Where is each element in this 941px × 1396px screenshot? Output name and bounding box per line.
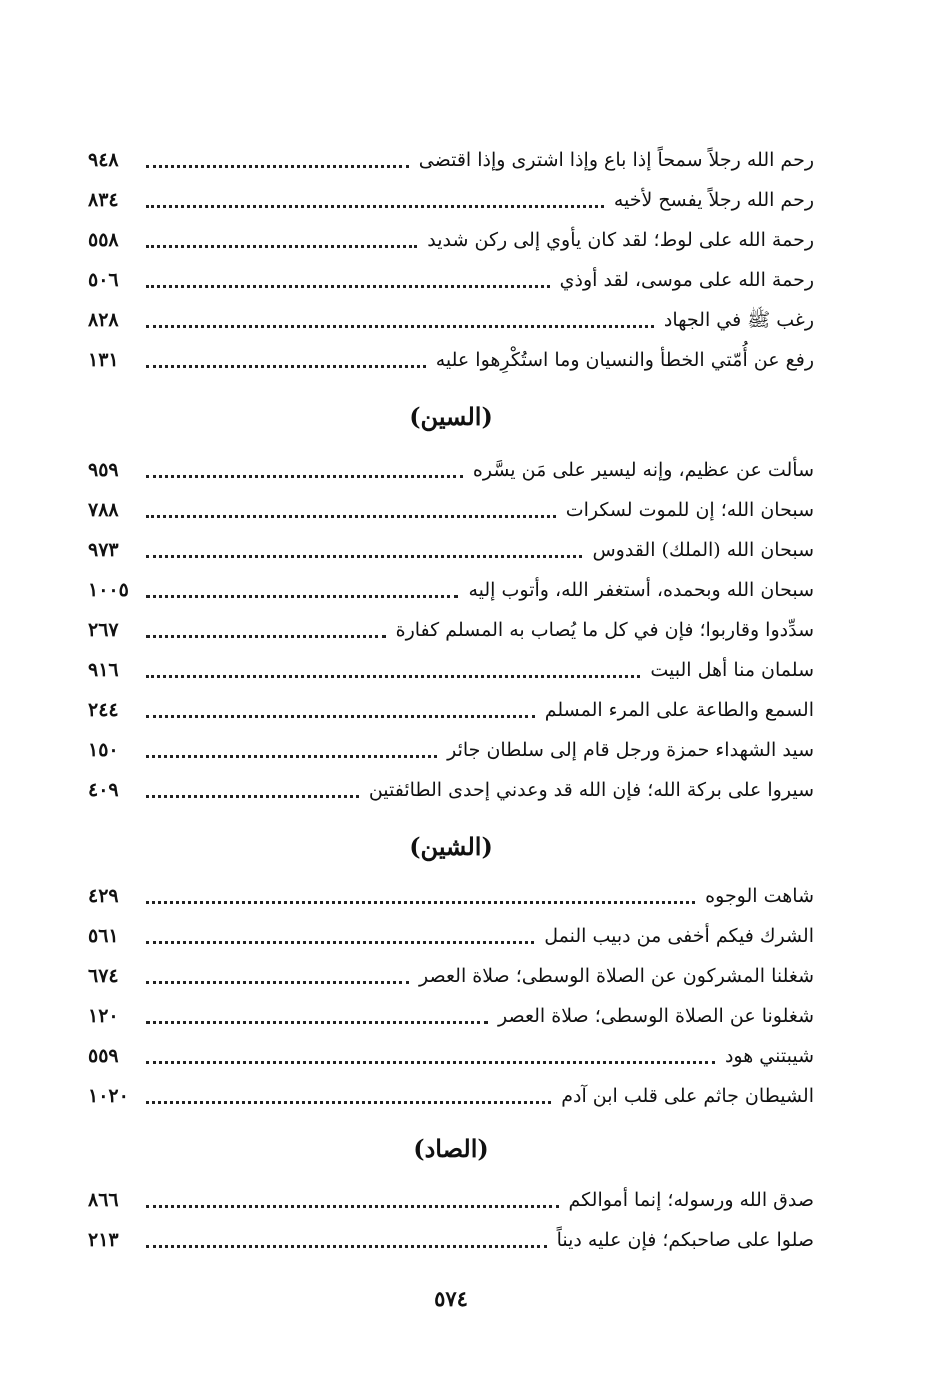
entry-text: سبحان الله وبحمده، أستغفر الله، وأتوب إليه bbox=[468, 579, 814, 601]
index-entry bbox=[88, 570, 814, 604]
entry-page-number: ٧٨٨ bbox=[88, 499, 119, 521]
entry-text: سبحان الله؛ إن للموت لسكرات bbox=[565, 499, 814, 521]
index-entry bbox=[88, 1036, 814, 1070]
entry-page-number: ١٢٠ bbox=[88, 1005, 119, 1027]
entry-text: الشيطان جاثم على قلب ابن آدم bbox=[561, 1085, 814, 1107]
entry-page-number: ٨٦٦ bbox=[88, 1189, 119, 1211]
entry-page-number: ٢٤٤ bbox=[88, 699, 119, 721]
dot-leader bbox=[146, 594, 458, 598]
entry-text: شيبتني هود bbox=[724, 1045, 814, 1067]
dot-leader bbox=[146, 1204, 559, 1208]
entry-page-number: ٥٠٦ bbox=[88, 269, 119, 291]
dot-leader bbox=[146, 514, 556, 518]
entry-text: شاهت الوجوه bbox=[705, 885, 814, 907]
entry-page-number: ٢١٣ bbox=[88, 1229, 119, 1251]
dot-leader bbox=[146, 1100, 551, 1104]
index-entry bbox=[88, 260, 814, 294]
entry-page-number: ٨٢٨ bbox=[88, 309, 119, 331]
index-entry bbox=[88, 300, 814, 334]
entry-text: السمع والطاعة على المرء المسلم bbox=[544, 699, 814, 721]
index-entry bbox=[88, 770, 814, 804]
entry-text: سيروا على بركة الله؛ فإن الله قد وعدني إحدى الطائفتين bbox=[368, 779, 814, 801]
index-entry bbox=[88, 916, 814, 950]
index-entry bbox=[88, 220, 814, 254]
entry-page-number: ٩١٦ bbox=[88, 659, 119, 681]
index-entry bbox=[88, 140, 814, 174]
index-entry bbox=[88, 996, 814, 1030]
index-entry bbox=[88, 490, 814, 524]
entry-text: سألت عن عظيم، وإنه ليسير على مَن يسَّره bbox=[472, 459, 814, 481]
entry-text: سلمان منا أهل البيت bbox=[650, 659, 814, 681]
index-entry bbox=[88, 690, 814, 724]
dot-leader bbox=[146, 714, 535, 718]
dot-leader bbox=[146, 1020, 488, 1024]
entry-page-number: ١٥٠ bbox=[88, 739, 119, 761]
entry-text: رفع عن أُمّتي الخطأ والنسيان وما استُكْرِهوا عليه bbox=[435, 349, 814, 371]
entry-text: سيد الشهداء حمزة ورجل قام إلى سلطان جائر bbox=[447, 739, 814, 761]
index-page bbox=[88, 0, 814, 1396]
index-entry bbox=[88, 610, 814, 644]
entry-page-number: ٤٢٩ bbox=[88, 885, 119, 907]
index-entry bbox=[88, 730, 814, 764]
entry-page-number: ٤٠٩ bbox=[88, 779, 119, 801]
index-entry bbox=[88, 340, 814, 374]
entry-text: سدِّدوا وقاربوا؛ فإن في كل ما يُصاب به المسلم كفارة bbox=[395, 619, 814, 641]
entry-text: سبحان الله (الملك) القدوس bbox=[592, 539, 814, 561]
entry-text: رحمة الله على لوط؛ لقد كان يأوي إلى ركن شديد bbox=[427, 229, 814, 251]
index-entry bbox=[88, 530, 814, 564]
entry-page-number: ٩٤٨ bbox=[88, 149, 119, 171]
dot-leader bbox=[146, 1060, 715, 1064]
dot-leader bbox=[146, 900, 695, 904]
index-entry bbox=[88, 956, 814, 990]
dot-leader bbox=[146, 634, 386, 638]
dot-leader bbox=[146, 554, 582, 558]
entry-page-number: ٥٦١ bbox=[88, 925, 119, 947]
entry-text: رحم الله رجلاً يفسح لأخيه bbox=[613, 189, 814, 211]
entry-page-number: ١٣١ bbox=[88, 349, 119, 371]
entry-text: رغب ﷺ في الجهاد bbox=[663, 309, 814, 331]
dot-leader bbox=[146, 284, 550, 288]
entry-page-number: ٨٣٤ bbox=[88, 189, 119, 211]
entry-page-number: ١٠٠٥ bbox=[88, 579, 129, 601]
index-entry bbox=[88, 180, 814, 214]
dot-leader bbox=[146, 364, 426, 368]
entry-page-number: ٢٦٧ bbox=[88, 619, 119, 641]
section-heading: (الصاد) bbox=[413, 1134, 489, 1163]
entry-text: صلوا على صاحبكم؛ فإن عليه ديناً bbox=[556, 1229, 814, 1251]
dot-leader bbox=[146, 474, 463, 478]
dot-leader bbox=[146, 980, 409, 984]
entry-text: شغلنا المشركون عن الصلاة الوسطى؛ صلاة العصر bbox=[419, 965, 814, 987]
index-entry bbox=[88, 650, 814, 684]
index-entry bbox=[88, 1220, 814, 1254]
entry-page-number: ٩٥٩ bbox=[88, 459, 119, 481]
entry-page-number: ١٠٢٠ bbox=[88, 1085, 129, 1107]
dot-leader bbox=[146, 940, 534, 944]
index-entry bbox=[88, 1180, 814, 1214]
index-entry bbox=[88, 876, 814, 910]
entry-text: رحم الله رجلاً سمحاً إذا باع وإذا اشترى وإذا اقتضى bbox=[418, 149, 814, 171]
dot-leader bbox=[146, 204, 604, 208]
entry-text: رحمة الله على موسى، لقد أوذي bbox=[559, 269, 814, 291]
index-entry bbox=[88, 1076, 814, 1110]
dot-leader bbox=[146, 1244, 547, 1248]
entry-text: صدق الله ورسوله؛ إنما أموالكم bbox=[568, 1189, 814, 1211]
page-number: ٥٧٤ bbox=[434, 1286, 468, 1311]
index-entry bbox=[88, 450, 814, 484]
entry-page-number: ٦٧٤ bbox=[88, 965, 119, 987]
entry-text: الشرك فيكم أخفى من دبيب النمل bbox=[544, 925, 814, 947]
dot-leader bbox=[146, 674, 640, 678]
entry-page-number: ٩٧٣ bbox=[88, 539, 119, 561]
entry-page-number: ٥٥٩ bbox=[88, 1045, 119, 1067]
entry-page-number: ٥٥٨ bbox=[88, 229, 119, 251]
entry-text: شغلونا عن الصلاة الوسطى؛ صلاة العصر bbox=[498, 1005, 814, 1027]
dot-leader bbox=[146, 324, 654, 328]
dot-leader bbox=[146, 244, 417, 248]
section-heading: (الشين) bbox=[409, 832, 493, 861]
section-heading: (السين) bbox=[409, 402, 493, 431]
dot-leader bbox=[146, 794, 359, 798]
dot-leader bbox=[146, 164, 409, 168]
dot-leader bbox=[146, 754, 437, 758]
